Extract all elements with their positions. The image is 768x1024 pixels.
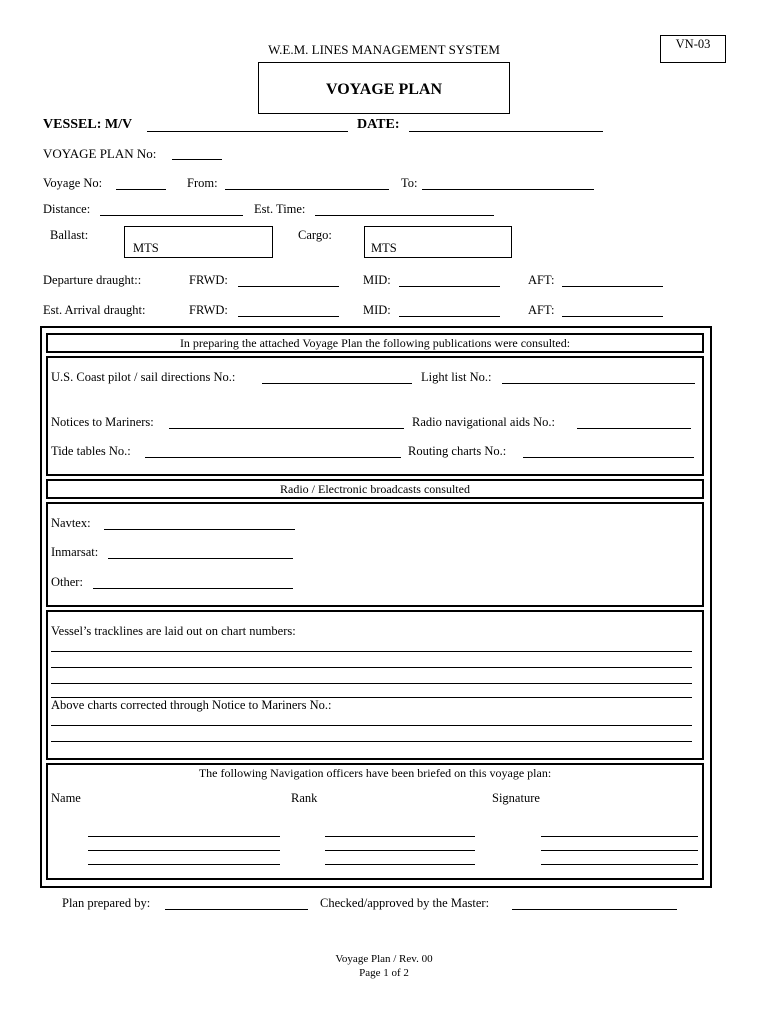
company-name: W.E.M. LINES MANAGEMENT SYSTEM xyxy=(268,42,500,57)
officers-heading: The following Navigation officers have been briefed on this voyage plan: xyxy=(198,766,552,780)
inmarsat-label: Inmarsat: xyxy=(51,545,99,559)
radio-aids-field[interactable] xyxy=(577,428,691,429)
chart-numbers-line-1[interactable] xyxy=(51,651,692,652)
broadcasts-heading: Radio / Electronic broadcasts consulted xyxy=(280,482,470,496)
publications-heading-box xyxy=(46,333,704,353)
est-time-field[interactable] xyxy=(315,215,494,216)
arrival-frwd-field[interactable] xyxy=(238,316,339,317)
broadcasts-heading-box xyxy=(46,479,704,499)
officer-rank-2[interactable] xyxy=(325,850,475,851)
light-list-label: Light list No.: xyxy=(421,370,492,384)
voyage-no-field[interactable] xyxy=(116,189,166,190)
tide-tables-field[interactable] xyxy=(145,457,401,458)
departure-frwd-label: FRWD: xyxy=(189,273,228,287)
prepared-by-field[interactable] xyxy=(165,909,308,910)
vessel-name-field[interactable] xyxy=(147,131,348,132)
arrival-mid-field[interactable] xyxy=(399,316,500,317)
ballast-unit: MTS xyxy=(133,241,159,255)
officer-signature-1[interactable] xyxy=(541,836,698,837)
prepared-by-label: Plan prepared by: xyxy=(62,896,151,910)
departure-mid-label: MID: xyxy=(363,273,391,287)
approved-by-field[interactable] xyxy=(512,909,677,910)
departure-frwd-field[interactable] xyxy=(238,286,339,287)
date-field[interactable] xyxy=(409,131,603,132)
voyage-plan-no-label: VOYAGE PLAN No: xyxy=(43,146,157,161)
chart-numbers-line-3[interactable] xyxy=(51,683,692,684)
document-revision: Voyage Plan / Rev. 00 xyxy=(335,953,433,965)
departure-mid-field[interactable] xyxy=(399,286,500,287)
routing-charts-field[interactable] xyxy=(523,457,694,458)
arrival-aft-field[interactable] xyxy=(562,316,663,317)
rank-column-header: Rank xyxy=(291,791,318,805)
title-box xyxy=(258,62,510,114)
officer-name-1[interactable] xyxy=(88,836,280,837)
from-field[interactable] xyxy=(225,189,389,190)
other-field[interactable] xyxy=(93,588,293,589)
voyage-no-label: Voyage No: xyxy=(43,176,103,190)
chart-numbers-line-2[interactable] xyxy=(51,667,692,668)
date-label: DATE: xyxy=(357,117,400,132)
officer-rank-3[interactable] xyxy=(325,864,475,865)
arrival-aft-label: AFT: xyxy=(528,303,555,317)
est-time-label: Est. Time: xyxy=(254,202,306,216)
page-title: VOYAGE PLAN xyxy=(326,81,442,98)
cargo-label: Cargo: xyxy=(298,228,332,242)
arrival-mid-label: MID: xyxy=(363,303,391,317)
form-code-box xyxy=(660,35,726,63)
departure-draught-label: Departure draught:: xyxy=(43,273,142,287)
light-list-field[interactable] xyxy=(502,383,695,384)
cargo-field[interactable] xyxy=(364,226,512,258)
publications-heading: In preparing the attached Voyage Plan the following publications were consulted: xyxy=(179,336,571,350)
arrival-draught-label: Est. Arrival draught: xyxy=(43,303,146,317)
arrival-frwd-label: FRWD: xyxy=(189,303,228,317)
notices-field[interactable] xyxy=(169,428,404,429)
corrected-label: Above charts corrected through Notice to Mariners No.: xyxy=(51,698,332,712)
distance-label: Distance: xyxy=(43,202,91,216)
approved-by-label: Checked/approved by the Master: xyxy=(320,896,490,910)
name-column-header: Name xyxy=(51,791,81,805)
tide-tables-label: Tide tables No.: xyxy=(51,444,131,458)
navtex-field[interactable] xyxy=(104,529,295,530)
other-label: Other: xyxy=(51,575,83,589)
departure-aft-field[interactable] xyxy=(562,286,663,287)
officer-name-3[interactable] xyxy=(88,864,280,865)
vessel-label: VESSEL: M/V xyxy=(43,117,133,132)
departure-aft-label: AFT: xyxy=(528,273,555,287)
ballast-label: Ballast: xyxy=(50,228,89,242)
to-field[interactable] xyxy=(422,189,594,190)
broadcasts-section xyxy=(46,502,704,607)
coast-pilot-field[interactable] xyxy=(262,383,412,384)
form-code: VN-03 xyxy=(675,37,711,51)
from-label: From: xyxy=(187,176,218,190)
to-label: To: xyxy=(401,176,418,190)
navtex-label: Navtex: xyxy=(51,516,91,530)
cargo-unit: MTS xyxy=(371,241,397,255)
notices-label: Notices to Mariners: xyxy=(51,415,154,429)
voyage-plan-no-field[interactable] xyxy=(172,159,222,160)
routing-charts-label: Routing charts No.: xyxy=(408,444,507,458)
radio-aids-label: Radio navigational aids No.: xyxy=(412,415,556,429)
corrections-line-2[interactable] xyxy=(51,741,692,742)
ballast-field[interactable] xyxy=(124,226,273,258)
signature-column-header: Signature xyxy=(492,791,540,805)
officer-signature-2[interactable] xyxy=(541,850,698,851)
tracklines-label: Vessel’s tracklines are laid out on chart numbers: xyxy=(51,624,296,638)
officer-name-2[interactable] xyxy=(88,850,280,851)
distance-field[interactable] xyxy=(100,215,243,216)
inmarsat-field[interactable] xyxy=(108,558,293,559)
corrections-line-1[interactable] xyxy=(51,725,692,726)
officer-signature-3[interactable] xyxy=(541,864,698,865)
officer-rank-1[interactable] xyxy=(325,836,475,837)
page-number: Page 1 of 2 xyxy=(359,967,409,979)
coast-pilot-label: U.S. Coast pilot / sail directions No.: xyxy=(51,370,236,384)
